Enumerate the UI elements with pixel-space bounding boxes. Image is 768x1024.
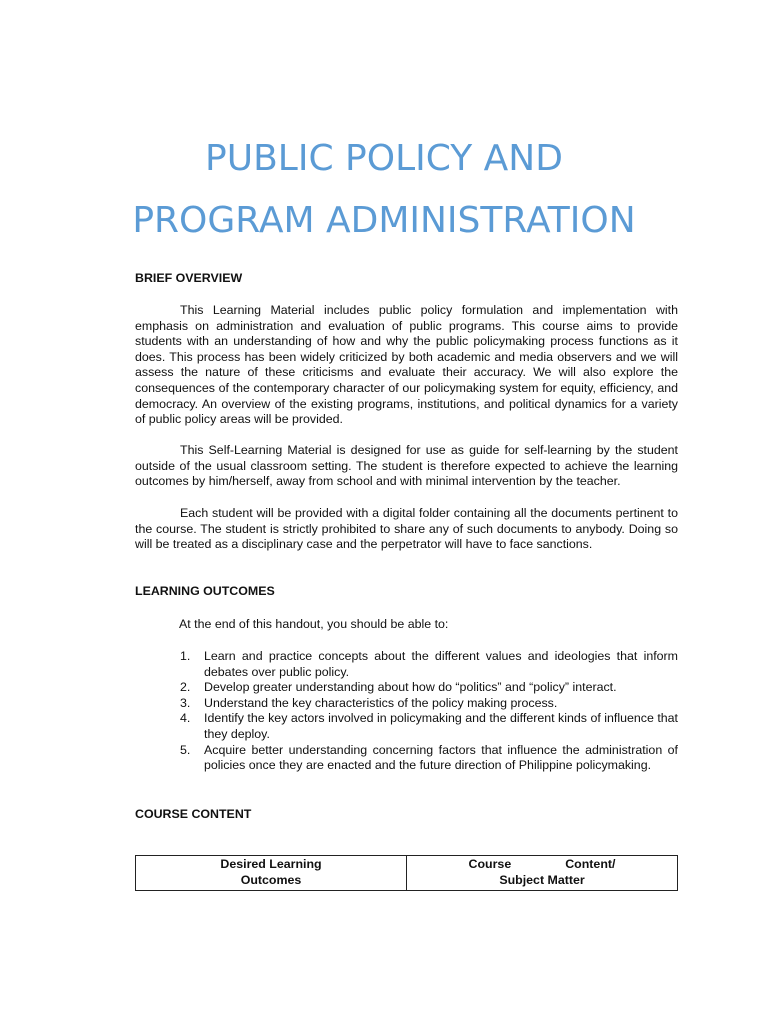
list-text: Learn and practice concepts about the different values and ideologies that inform debates over public policy. [204,649,678,679]
list-text: Develop greater understanding about how do “politics” and “policy” interact. [204,680,617,695]
list-item [180,743,678,774]
document-title [0,128,768,252]
list-item [180,696,678,712]
list-text: Acquire better understanding concerning factors that influence the administration of policies once they are enacted and the future direction of Philippine policymaking. [204,742,678,773]
header-text: Outcomes [240,872,302,887]
list-item [180,649,678,680]
header-cell-course-content [407,856,678,891]
header-text: Desired Learning [220,857,322,871]
overview-paragraph-3-block [135,506,678,553]
brief-overview-heading: BRIEF OVERVIEW [135,271,243,285]
title-line-1: PUBLIC POLICY AND [205,138,563,179]
course-content-table-block [135,855,678,891]
course-content-section [135,807,678,823]
overview-paragraph-3: Each student will be provided with a digital folder containing all the documents pertinent to the course. The student is strictly prohibited to share any of such documents to anybody. Doing so will be treated as a disciplinary case and the perpetrator will have to face sanctions. [135,506,678,552]
list-text: Understand the key characteristics of the policy making process. [204,695,558,710]
list-number: 4. [180,711,191,726]
course-content-table [135,855,678,891]
header-text: Subject Matter [499,872,585,887]
course-content-heading: COURSE CONTENT [135,807,252,821]
learning-outcomes-heading: LEARNING OUTCOMES [135,584,275,598]
learning-outcomes-list-block [180,649,678,774]
header-text: Course [468,857,512,871]
overview-paragraph-1-block [135,303,678,428]
list-number: 5. [180,742,191,757]
overview-paragraph-2: This Self-Learning Material is designed for use as guide for self-learning by the student outside of the usual classroom setting. The student is therefore expected to achieve the learning outcomes by him/herself, away from school and with minimal intervention by the teacher. [135,443,678,489]
list-item [180,680,678,696]
overview-paragraph-1: This Learning Material includes public policy formulation and implementation with emphasis on administration and evaluation of public programs. This course aims to provide students with an understanding of how and why the public policymaking process functions as it does. This process has been widely criticized by both academic and media observers and we will assess the nature of these criticisms and evaluate their accuracy. We will also explore the consequences of the contemporary character of our policymaking system for equity, efficiency, and democracy. An overview of the existing programs, institutions, and political dynamics for a variety of public policy areas will be provided. [135,303,678,427]
header-cell-learning-outcomes [136,856,407,891]
list-number: 2. [180,680,191,695]
header-text: Content/ [565,857,616,871]
learning-outcomes-intro: At the end of this handout, you should be able to: [179,617,449,631]
table-header-row [136,856,678,891]
title-line-2: PROGRAM ADMINISTRATION [132,200,636,241]
list-text: Identify the key actors involved in policymaking and the different kinds of influence that they deploy. [204,711,678,741]
learning-outcomes-section [135,584,678,600]
list-number: 1. [180,649,191,663]
list-item [180,711,678,742]
list-number: 3. [180,695,191,710]
learning-outcomes-list [180,649,678,774]
overview-paragraph-2-block [135,443,678,490]
brief-overview-section [135,271,678,287]
